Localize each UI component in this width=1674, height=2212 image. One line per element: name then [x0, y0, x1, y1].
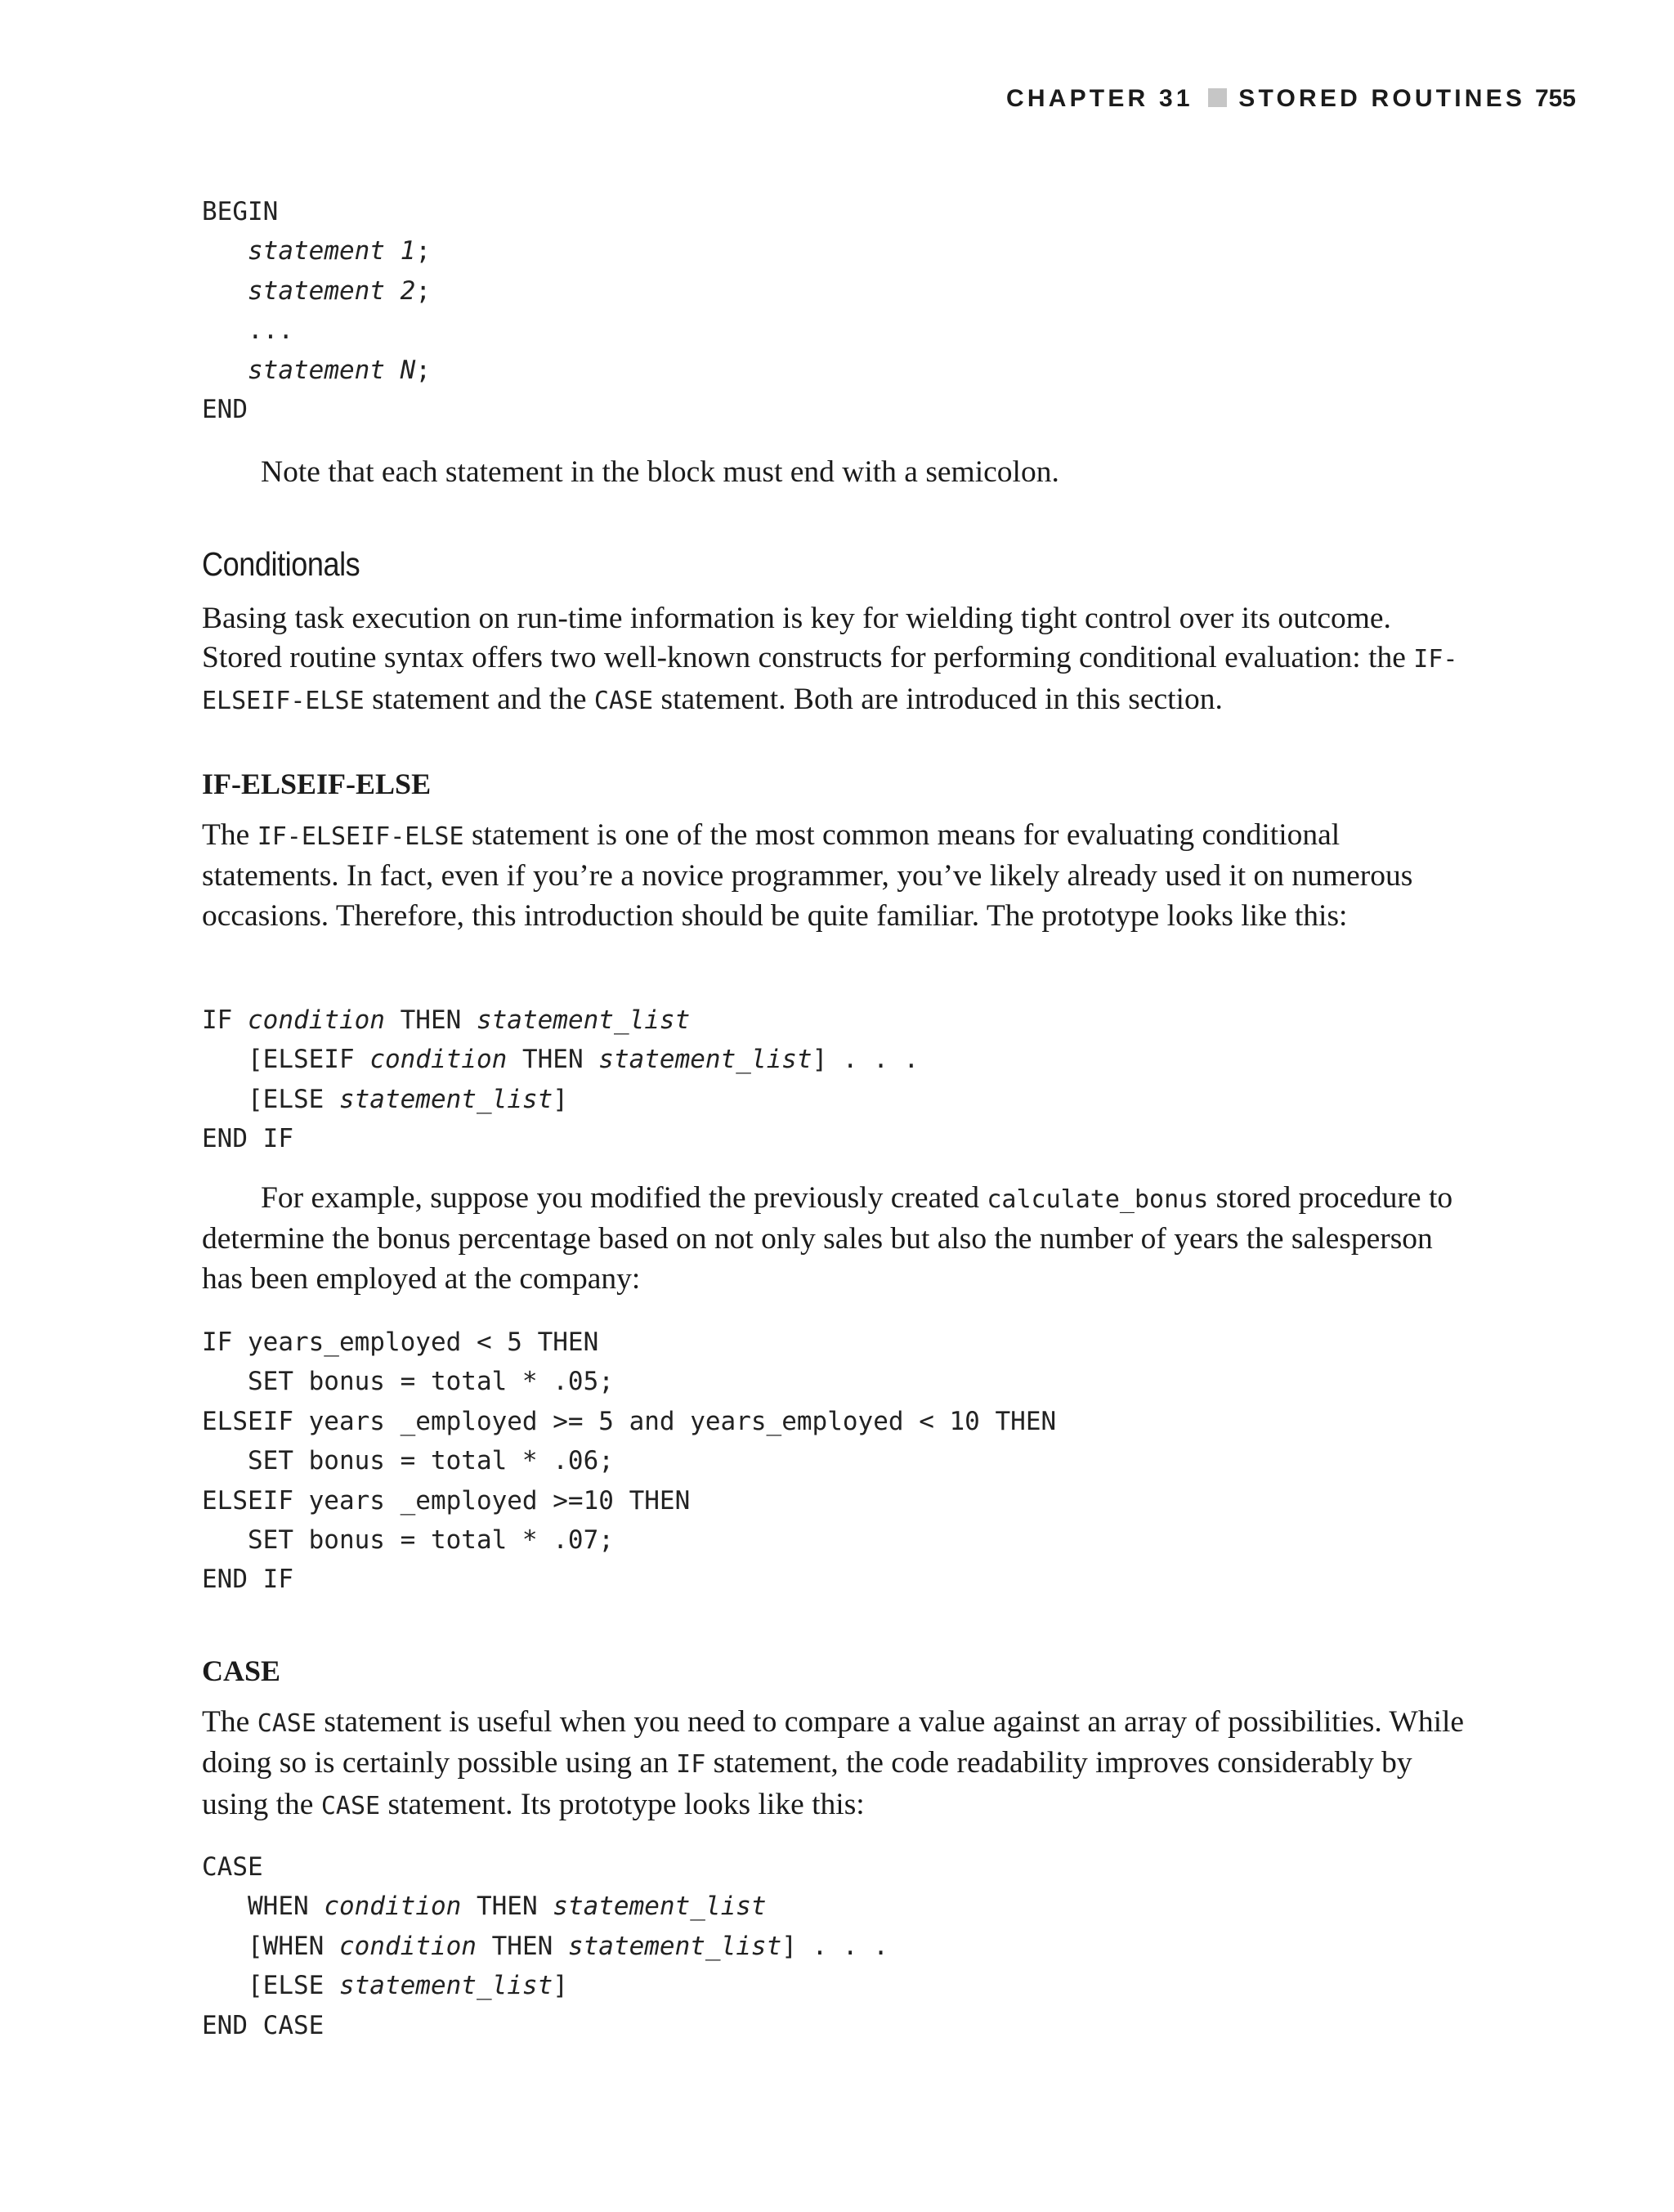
code-line: END	[202, 395, 248, 425]
inline-code: IF	[676, 1750, 706, 1780]
code-keyword: [ELSE	[202, 1971, 339, 2001]
text-run: statement. Both are introduced in this section.	[653, 682, 1223, 716]
code-placeholder: statement_list	[338, 1971, 553, 2001]
subsection-heading-case: CASE	[202, 1655, 281, 1687]
page-number: 755	[1534, 85, 1576, 112]
text-run: statement. Its prototype looks like this:	[380, 1787, 865, 1821]
subsection-heading-if-elseif-else: IF-ELSEIF-ELSE	[202, 768, 432, 800]
code-placeholder: statement_list	[338, 1084, 553, 1114]
if-elseif-else-paragraph	[202, 816, 1477, 936]
code-keyword: IF	[202, 1005, 248, 1035]
code-placeholder: statement_list	[598, 1045, 812, 1075]
separator-square-icon	[1208, 88, 1227, 107]
inline-code: CASE	[257, 1709, 316, 1738]
inline-code: IF-ELSEIF-ELSE	[257, 822, 464, 851]
inline-code: CASE	[593, 686, 654, 715]
running-header	[1006, 83, 1525, 115]
code-keyword: THEN	[476, 1931, 568, 1961]
case-paragraph	[202, 1703, 1477, 1826]
example-paragraph	[202, 1179, 1477, 1299]
code-punct: ;	[415, 236, 431, 266]
section-heading-conditionals: Conditionals	[202, 545, 360, 583]
code-placeholder: statement_list	[567, 1931, 782, 1961]
text-run: Basing task execution on run-time information is key for wielding tight control over its outcome. Stored routine syntax offers two well-known constructs for performing conditional evaluation: the	[202, 602, 1414, 675]
code-keyword: [ELSEIF	[202, 1045, 370, 1075]
code-block-begin-end	[202, 192, 431, 429]
code-keyword: END CASE	[202, 2010, 325, 2040]
conditionals-paragraph	[202, 599, 1477, 721]
code-placeholder: condition	[324, 1892, 462, 1922]
code-placeholder: condition	[338, 1931, 477, 1961]
code-keyword: [ELSE	[202, 1084, 339, 1114]
code-line-italic: statement 1	[248, 236, 416, 266]
text-run: statement and the	[364, 682, 594, 716]
code-line-italic: statement 2	[248, 275, 416, 306]
code-keyword: THEN	[384, 1005, 477, 1035]
code-placeholder: condition	[369, 1045, 508, 1075]
code-punct: ] . . .	[812, 1045, 920, 1075]
code-keyword: WHEN	[202, 1892, 325, 1922]
text-run: The	[202, 818, 257, 852]
code-punct: ]	[553, 1084, 568, 1114]
code-punct: ] . . .	[781, 1931, 888, 1961]
chapter-title: STORED ROUTINES	[1238, 85, 1526, 112]
code-block-case-prototype	[202, 1847, 888, 2045]
code-placeholder: statement_list	[476, 1005, 691, 1035]
code-keyword: [WHEN	[202, 1931, 339, 1961]
code-punct: ;	[415, 275, 431, 306]
code-line: ...	[248, 316, 293, 346]
code-keyword: CASE	[202, 1852, 263, 1882]
text-run: statement is useful when you need to compare a value against an array of possibilities. While doing so is certainly possible using an	[202, 1705, 1465, 1780]
text-run: statement, the code readability improves considerably by using the	[202, 1746, 1412, 1821]
note-paragraph: Note that each statement in the block must end with a semicolon.	[261, 455, 1059, 489]
text-run: statement is one of the most common means for evaluating conditional statements. In fact, even if you’re a novice programmer, you’ve likely already used it on numerous occasions. Therefore, this introduction should be quite familiar. The prototype looks like this:	[202, 818, 1413, 933]
code-punct: ]	[553, 1971, 568, 2001]
inline-code: calculate_bonus	[987, 1185, 1209, 1214]
code-placeholder: condition	[248, 1005, 385, 1035]
text-run: stored procedure to determine the bonus percentage based on not only sales but also the number of years the salesperson has been employed at the company:	[202, 1181, 1453, 1296]
code-keyword: THEN	[461, 1892, 553, 1922]
code-block-bonus-example: IF years_employed < 5 THEN SET bonus = total * .05; ELSEIF years _employed >= 5 and years_employed < 10 THEN SET bonus = total * .06; ELSEIF years _employed >=10 THEN SET bonus = total * .07; END IF	[202, 1328, 1057, 1595]
text-run: For example, suppose you modified the previously created	[261, 1181, 987, 1215]
inline-code: CASE	[320, 1791, 381, 1820]
inline-code: IF-ELSEIF-ELSE	[202, 645, 1458, 715]
chapter-label: CHAPTER 31	[1006, 85, 1193, 112]
code-punct: ;	[415, 355, 431, 385]
code-line: BEGIN	[202, 197, 279, 226]
code-block-if-prototype	[202, 1001, 919, 1159]
code-keyword: END IF	[202, 1124, 293, 1154]
code-keyword: THEN	[507, 1045, 599, 1075]
code-placeholder: statement_list	[553, 1892, 767, 1922]
text-run: The	[202, 1705, 257, 1739]
code-line-italic: statement N	[248, 355, 416, 385]
